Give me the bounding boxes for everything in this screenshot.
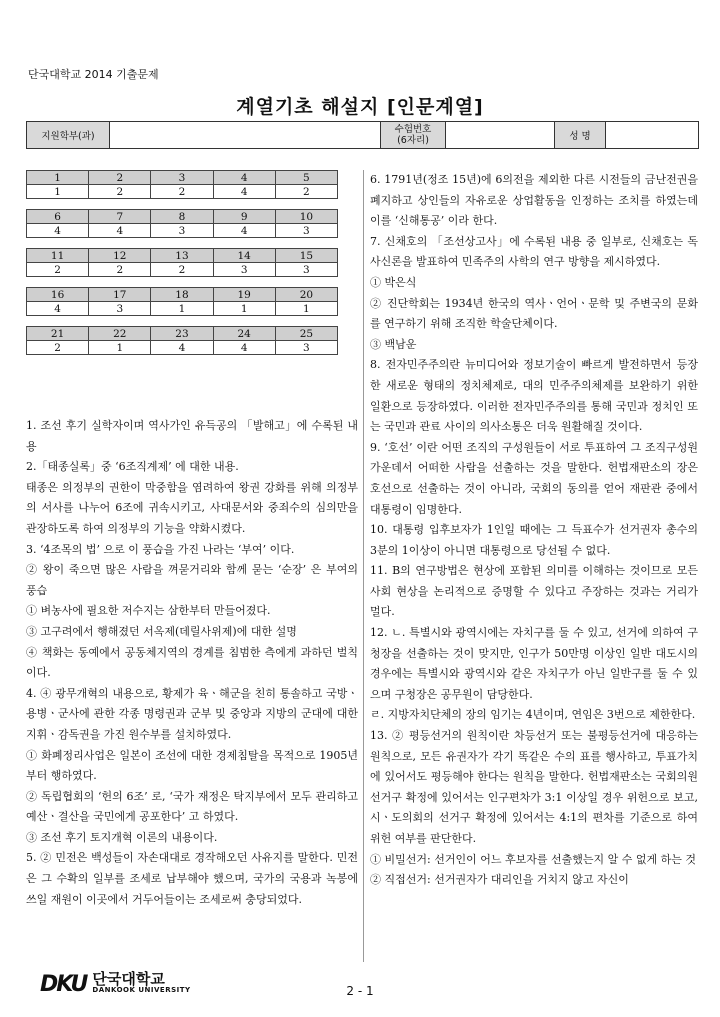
question-number: 21 xyxy=(27,327,89,341)
logo-korean: 단국대학교 xyxy=(92,969,165,988)
question-number: 17 xyxy=(89,288,151,302)
answer-value: 4 xyxy=(89,224,151,238)
explanation-paragraph: 7. 신채호의 「조선상고사」에 수록된 내용 중 일부로, 신채호는 독사신론을 발표하여 민족주의 사학의 연구 방향을 제시하였다. xyxy=(370,234,698,269)
question-number-row xyxy=(27,249,338,263)
answer-block xyxy=(26,326,338,355)
answer-value: 4 xyxy=(213,224,275,238)
question-number: 9 xyxy=(213,210,275,224)
explanation-paragraph: ② 진단학회는 1934년 한국의 역사ㆍ언어ㆍ문학 및 주변국의 문화를 연구하기 위해 조직한 학술단체이다. xyxy=(370,296,698,331)
answer-block xyxy=(26,287,338,316)
answer-value: 4 xyxy=(213,341,275,355)
exam-number-label xyxy=(381,122,446,149)
answer-value: 3 xyxy=(275,224,337,238)
explanation-paragraph: 12. ㄴ. 특별시와 광역시에는 자치구를 둘 수 있고, 선거에 의하여 구청장을 선출하는 것이 맞지만, 인구가 50만명 이상인 일반 대도시의 경우에는 특별시와 광역시와 같은 자치구가 아닌 일반구를 둘 수 있으며 구청장은 공무원이 담당한다. xyxy=(370,626,698,701)
logo-english: DANKOOK UNIVERSITY xyxy=(92,985,191,994)
question-number: 19 xyxy=(213,288,275,302)
question-number: 8 xyxy=(151,210,213,224)
explanation-paragraph: ③ 고구려에서 행해졌던 서옥제(데릴사위제)에 대한 설명 xyxy=(26,624,297,638)
question-number: 22 xyxy=(89,327,151,341)
exam-number-label-line1: 수험번호 xyxy=(394,124,432,135)
explanation-paragraph: ㄹ. 지방자치단체의 장의 임기는 4년이며, 연임은 3번으로 제한한다. xyxy=(370,708,696,722)
question-number: 12 xyxy=(89,249,151,263)
question-number: 14 xyxy=(213,249,275,263)
right-column-text xyxy=(370,170,698,891)
question-number: 13 xyxy=(151,249,213,263)
question-number: 6 xyxy=(27,210,89,224)
answer-block xyxy=(26,248,338,277)
answer-block xyxy=(26,209,338,238)
left-column-text xyxy=(26,416,358,910)
dept-field[interactable] xyxy=(110,122,381,149)
explanation-paragraph: 10. 대통령 입후보자가 1인일 때에는 그 득표수가 선거권자 총수의 3분의 1이상이 아니면 대통령으로 당선될 수 없다. xyxy=(370,523,698,557)
answer-value: 4 xyxy=(213,185,275,199)
question-number: 11 xyxy=(27,249,89,263)
question-number: 24 xyxy=(213,327,275,341)
question-number: 5 xyxy=(275,171,337,185)
answer-row xyxy=(27,302,338,316)
question-number: 16 xyxy=(27,288,89,302)
explanation-paragraph: ① 박은식 xyxy=(370,275,417,289)
answer-value: 3 xyxy=(151,224,213,238)
question-number: 1 xyxy=(27,171,89,185)
question-number: 18 xyxy=(151,288,213,302)
answer-block-gap xyxy=(26,199,356,209)
page-title: 계열기초 해설지 [인문계열] xyxy=(236,96,484,118)
explanation-paragraph: 13. ② 평등선거의 원칙이란 차등선거 또는 불평등선거에 대응하는 원칙으로, 모든 유권자가 각기 똑같은 수의 표를 행사하고, 투표가치에 있어서도 평등해야 한다는 원칙을 말한다. 헌법재판소는 국회의원 선거구 확정에 있어서는 인구편차가 3:1 이상일 경우 위헌으로 보고, 시ㆍ도의회의 선거구 확정에 있어서는 4:1의 편차를 기준으로 하여 위헌 여부를 판단한다. xyxy=(370,729,698,845)
question-number: 3 xyxy=(151,171,213,185)
answer-value: 2 xyxy=(27,263,89,277)
answer-block-gap xyxy=(26,238,356,248)
column-divider xyxy=(363,170,364,962)
name-label: 성 명 xyxy=(555,122,606,149)
exam-number-field[interactable] xyxy=(446,122,555,149)
answer-row xyxy=(27,263,338,277)
question-number: 23 xyxy=(151,327,213,341)
answer-value: 1 xyxy=(151,302,213,316)
answer-value: 2 xyxy=(89,263,151,277)
answer-value: 2 xyxy=(275,185,337,199)
explanation-paragraph: ① 화폐정리사업은 일본이 조선에 대한 경제침탈을 목적으로 1905년부터 행하였다. xyxy=(26,748,358,783)
explanation-paragraph: 2.「태종실록」중 ‘6조직계제’ 에 대한 내용. xyxy=(26,460,239,474)
question-number: 4 xyxy=(213,171,275,185)
explanation-paragraph: 태종은 의정부의 권한이 막중함을 염려하여 왕권 강화를 위해 의정부의 서사를 나누어 6조에 귀속시키고, 사대문서와 중죄수의 심의만을 관장하도록 하여 의정부의 기능을 약화시켰다. xyxy=(26,480,358,535)
answer-row xyxy=(27,185,338,199)
answer-value: 2 xyxy=(151,263,213,277)
explanation-paragraph: 3. ‘4조목의 법’ 으로 이 풍습을 가진 나라는 ‘부여’ 이다. xyxy=(26,542,295,556)
exam-number-label-line2: (6자리) xyxy=(397,135,429,146)
explanation-paragraph: ② 직접선거: 선거권자가 대리인을 거치지 않고 자신이 xyxy=(370,873,629,887)
name-field[interactable] xyxy=(606,122,699,149)
answer-value: 1 xyxy=(275,302,337,316)
explanation-paragraph: ③ 조선 후기 토지개혁 이론의 내용이다. xyxy=(26,830,218,844)
dept-label: 지원학부(과) xyxy=(27,122,110,149)
question-number-row xyxy=(27,210,338,224)
question-number-row xyxy=(27,327,338,341)
page-number: 2 - 1 xyxy=(346,984,374,998)
explanation-paragraph: ① 비밀선거: 선거인이 어느 후보자를 선출했는지 알 수 없게 하는 것 xyxy=(370,852,696,866)
explanation-paragraph: ④ 책화는 동예에서 공동체지역의 경계를 침범한 측에게 과하던 벌칙이다. xyxy=(26,645,358,680)
explanation-paragraph: 8. 전자민주주의란 뉴미디어와 정보기술이 빠르게 발전하면서 등장한 새로운 형태의 정치체제로, 대의 민주주의체제를 보완하기 위한 일환으로 등장하였다. 이러한 전자민주주의를 통해 국민과 정치인 또는 국민과 관료 사이의 의사소통은 더욱 원활해질 것이다. xyxy=(370,358,698,434)
explanation-paragraph: 5. ② 민전은 백성들이 자손대대로 경작해오던 사유지를 말한다. 민전은 그 수확의 일부를 조세로 납부해야 했으며, 국가의 국용과 녹봉에 쓰일 재원이 이곳에서 거두어들이는 조세로써 충당되었다. xyxy=(26,851,358,906)
answer-value: 3 xyxy=(213,263,275,277)
answer-value: 1 xyxy=(89,341,151,355)
question-number: 20 xyxy=(275,288,337,302)
answer-value: 3 xyxy=(275,263,337,277)
logo-mark: DKU xyxy=(40,972,87,997)
answer-row xyxy=(27,341,338,355)
explanation-paragraph: ③ 백남운 xyxy=(370,337,417,351)
question-number: 10 xyxy=(275,210,337,224)
question-number: 2 xyxy=(89,171,151,185)
explanation-paragraph: ② 왕이 죽으면 많은 사람을 껴묻거리와 함께 묻는 ‘순장’ 은 부여의 풍습 xyxy=(26,563,358,597)
answer-block-gap xyxy=(26,277,356,287)
question-number-row xyxy=(27,288,338,302)
answer-block xyxy=(26,170,338,199)
question-number: 7 xyxy=(89,210,151,224)
answer-value: 1 xyxy=(27,185,89,199)
question-number: 15 xyxy=(275,249,337,263)
applicant-info-table xyxy=(26,121,699,149)
answer-block-gap xyxy=(26,316,356,326)
explanation-paragraph: 1. 조선 후기 실학자이며 역사가인 유득공의 「발해고」에 수록된 내용 xyxy=(26,419,358,453)
answer-value: 2 xyxy=(89,185,151,199)
explanation-paragraph: ② 독립협회의 ‘헌의 6조’ 로, ‘국가 재정은 탁지부에서 모두 관리하고 예산ㆍ결산을 국민에게 공포한다’ 고 하였다. xyxy=(26,789,358,824)
answer-value: 4 xyxy=(27,224,89,238)
question-number-row xyxy=(27,171,338,185)
explanation-paragraph: 4. ④ 광무개혁의 내용으로, 황제가 육ㆍ해군을 친히 통솔하고 국방ㆍ용병ㆍ군사에 관한 각종 명령권과 군부 및 중앙과 지방의 군대에 대한 지휘ㆍ감독권을 가진 원수부를 설치하였다. xyxy=(26,686,358,741)
answer-value: 2 xyxy=(27,341,89,355)
explanation-paragraph: 11. B의 연구방법은 현상에 포함된 의미를 이해하는 것이므로 모든 사회 현상을 논리적으로 증명할 수 있다고 주장하는 것과는 거리가 멀다. xyxy=(370,564,698,619)
answer-grid xyxy=(26,170,356,355)
answer-value: 3 xyxy=(89,302,151,316)
explanation-paragraph: 9. ‘호선’ 이란 어떤 조직의 구성원들이 서로 투표하여 그 조직구성원 가운데서 어떠한 사람을 선출하는 것을 말한다. 헌법재판소의 장은 호선으로 선출하는 것이 아니라, 국회의 동의를 얻어 재판관 중에서 대통령이 임명한다. xyxy=(370,440,698,516)
explanation-paragraph: ① 벼농사에 필요한 저수지는 삼한부터 만들어졌다. xyxy=(26,604,271,618)
explanation-paragraph: 6. 1791년(정조 15년)에 6의전을 제외한 다른 시전들의 금난전권을 폐지하고 상인들의 자유로운 상업활동을 인정하는 조치를 하였는데 이를 ‘신해통공’ 이라 한다. xyxy=(370,173,698,228)
answer-value: 1 xyxy=(213,302,275,316)
answer-value: 4 xyxy=(27,302,89,316)
answer-value: 4 xyxy=(151,341,213,355)
answer-value: 2 xyxy=(151,185,213,199)
answer-value: 3 xyxy=(275,341,337,355)
question-number: 25 xyxy=(275,327,337,341)
exam-subtitle: 단국대학교 2014 기출문제 xyxy=(28,68,159,81)
answer-row xyxy=(27,224,338,238)
